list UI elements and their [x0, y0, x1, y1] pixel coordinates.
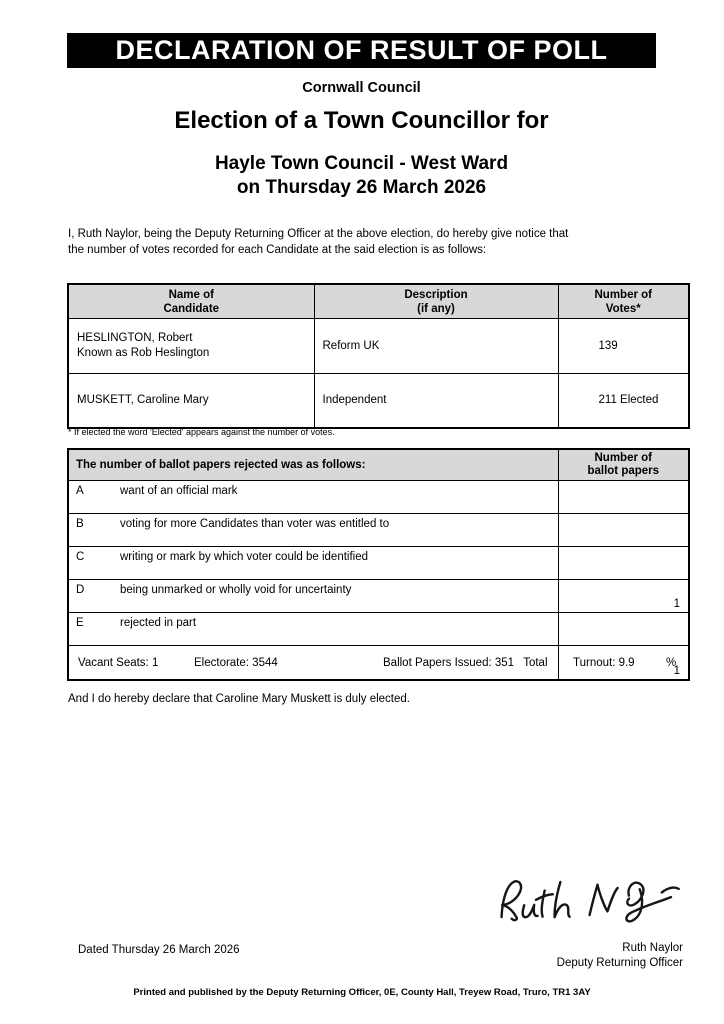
col-header-description-line2: (if any): [417, 302, 455, 315]
rejected-row-d: [68, 580, 689, 613]
election-date: on Thursday 26 March 2026: [236, 176, 487, 198]
intro-paragraph: [68, 227, 668, 258]
rejected-ballots-table: [67, 448, 690, 681]
col-header-ballot-papers-line2: ballot papers: [587, 465, 660, 477]
rejected-row-e: [68, 613, 689, 646]
rejected-row-b: [68, 514, 689, 547]
col-header-votes: [558, 284, 689, 319]
ballot-papers-issued-stat: Ballot Papers Issued: 351: [383, 657, 515, 669]
rejection-reason: writing or mark by which voter could be identified: [120, 551, 369, 563]
candidate-name-cell: [68, 319, 314, 374]
rejection-reason: being unmarked or wholly void for uncertainty: [120, 584, 352, 596]
elected-footnote: * If elected the word 'Elected' appears against the number of votes.: [68, 427, 335, 437]
col-header-candidate: [68, 284, 314, 319]
candidate-description-cell: Reform UK: [314, 319, 558, 374]
rejected-table-title: The number of ballot papers rejected was as follows:: [68, 449, 558, 481]
signature-image: [493, 865, 685, 934]
turnout-stat: Turnout: 9.9: [573, 657, 635, 669]
officer-signature-block: [557, 941, 683, 971]
officer-name: Ruth Naylor: [622, 942, 683, 954]
rejection-code: E: [76, 617, 84, 629]
results-table: [67, 283, 690, 429]
dated-line: Dated Thursday 26 March 2026: [78, 944, 240, 956]
candidate-row: [68, 374, 689, 428]
total-count: 1: [558, 646, 689, 681]
col-header-candidate-line2: Candidate: [163, 302, 220, 315]
col-header-description-line1: Description: [404, 288, 468, 301]
results-header-row: [68, 284, 689, 319]
rejection-code: D: [76, 584, 85, 596]
rejected-row-a: [68, 481, 689, 514]
rejected-row-c: [68, 547, 689, 580]
col-header-candidate-line1: Name of: [168, 288, 214, 301]
rejection-reason: want of an official mark: [120, 485, 238, 497]
rejection-code: C: [76, 551, 85, 563]
intro-line-1: I, Ruth Naylor, being the Deputy Returning Officer at the above election, do hereby give notice that: [68, 228, 569, 240]
declaration-statement: And I do hereby declare that Caroline Mary Muskett is duly elected.: [68, 693, 410, 705]
vacant-seats-stat: Vacant Seats: 1: [78, 657, 159, 669]
rejection-count: [558, 514, 689, 547]
col-header-ballot-papers-line1: Number of: [594, 452, 652, 464]
rejection-code: A: [76, 485, 84, 497]
candidate-votes-cell: 211 Elected: [558, 374, 689, 428]
officer-title: Deputy Returning Officer: [556, 957, 683, 969]
candidate-known-as: Known as Rob Heslington: [77, 347, 210, 359]
ward-and-date-heading: [67, 152, 656, 199]
authority-name: Cornwall Council: [302, 80, 421, 96]
col-header-description: [314, 284, 558, 319]
document-title: DECLARATION OF RESULT OF POLL: [115, 35, 608, 65]
candidate-row: [68, 319, 689, 374]
rejection-reason: rejected in part: [120, 617, 197, 629]
election-title: Election of a Town Councillor for: [174, 107, 549, 134]
col-header-ballot-papers: [558, 449, 689, 481]
turnout-percent-sign: %: [666, 657, 677, 669]
rejection-count: [558, 481, 689, 514]
candidate-name-cell: [68, 374, 314, 428]
candidate-votes-cell: 139: [558, 319, 689, 374]
rejection-count: [558, 547, 689, 580]
document-title-banner: [67, 33, 656, 68]
candidate-name: MUSKETT, Caroline Mary: [77, 393, 209, 406]
rejection-count: [558, 613, 689, 646]
intro-line-2: the number of votes recorded for each Candidate at the said election is as follows:: [68, 243, 487, 256]
total-label: Total: [68, 646, 558, 681]
ward-name: Hayle Town Council - West Ward: [214, 153, 509, 174]
printed-published-line: Printed and published by the Deputy Returning Officer, 0E, County Hall, Treyew Road, Truro, TR1 3AY: [133, 987, 591, 998]
col-header-votes-line2: Votes*: [605, 302, 641, 315]
candidate-description-cell: Independent: [314, 374, 558, 428]
col-header-votes-line1: Number of: [594, 288, 652, 301]
rejected-header-row: [68, 449, 689, 481]
rejection-reason: voting for more Candidates than voter was entitled to: [120, 518, 390, 530]
electorate-stat: Electorate: 3544: [194, 657, 278, 669]
rejection-code: B: [76, 518, 84, 530]
rejection-count: 1: [558, 580, 689, 613]
candidate-name: HESLINGTON, Robert: [77, 332, 193, 344]
